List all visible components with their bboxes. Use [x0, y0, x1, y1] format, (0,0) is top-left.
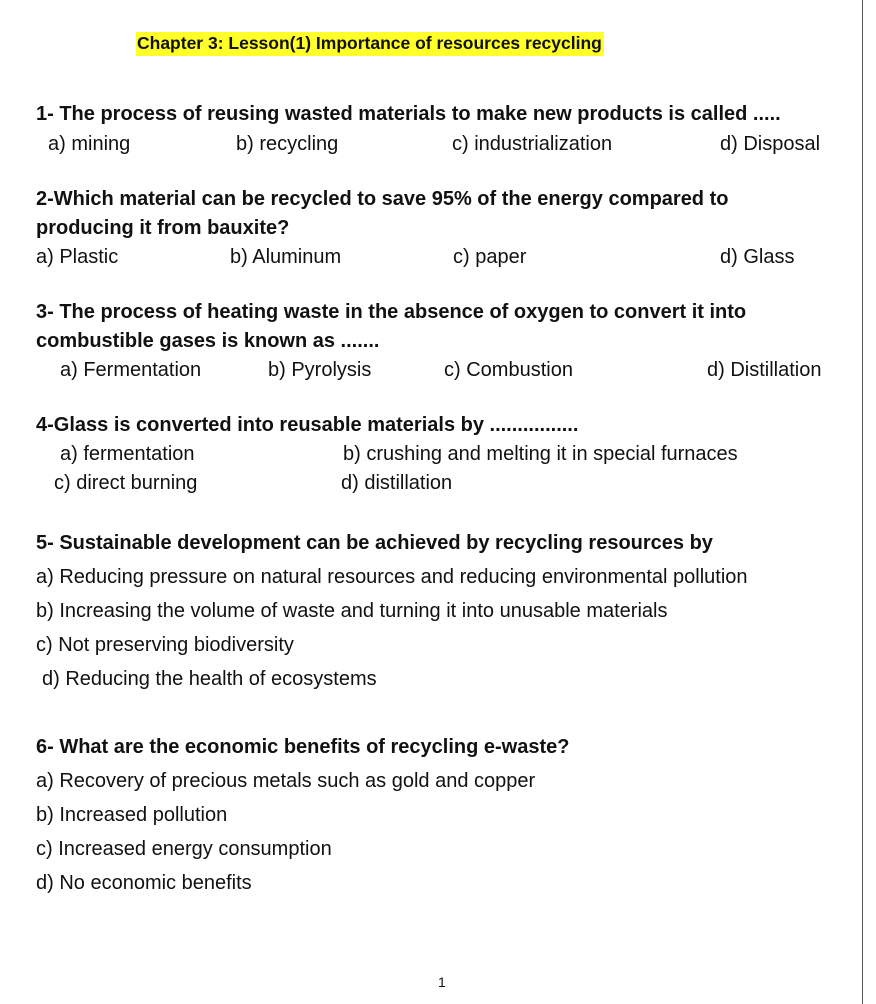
question-5-text: 5- Sustainable development can be achieved by recycling resources by: [36, 532, 713, 554]
page-title: Chapter 3: Lesson(1) Importance of resources recycling: [136, 32, 604, 56]
page-right-border: [862, 0, 863, 1004]
question-4-option-a: a) fermentation: [60, 443, 195, 465]
question-1-option-b: b) recycling: [236, 133, 339, 155]
question-3-option-b: b) Pyrolysis: [268, 359, 372, 381]
question-3-text-line-2: combustible gases is known as .......: [36, 330, 380, 352]
question-5-option-a: a) Reducing pressure on natural resources and reducing environmental pollution: [36, 566, 748, 588]
question-4-option-c: c) direct burning: [54, 472, 198, 494]
question-6-text: 6- What are the economic benefits of recycling e-waste?: [36, 736, 570, 758]
question-1-option-d: d) Disposal: [720, 133, 821, 155]
question-4-text: 4-Glass is converted into reusable materials by ................: [36, 414, 579, 436]
question-1-option-a: a) mining: [48, 133, 131, 155]
question-3-option-a: a) Fermentation: [60, 359, 202, 381]
question-3-text-line-1: 3- The process of heating waste in the absence of oxygen to convert it into: [36, 301, 747, 323]
question-6-option-b: b) Increased pollution: [36, 804, 228, 826]
question-2-option-d: d) Glass: [720, 246, 795, 268]
question-2-option-c: c) paper: [453, 246, 527, 268]
question-2-text-line-1: 2-Which material can be recycled to save 95% of the energy compared to: [36, 188, 729, 210]
question-1-text: 1- The process of reusing wasted materials to make new products is called .....: [36, 103, 781, 125]
question-6-option-c: c) Increased energy consumption: [36, 838, 332, 860]
page-number: 1: [438, 974, 446, 990]
question-4-option-b: b) crushing and melting it in special furnaces: [343, 443, 738, 465]
question-2-option-b: b) Aluminum: [230, 246, 342, 268]
question-2-text-line-2: producing it from bauxite?: [36, 217, 290, 239]
question-5-option-b: b) Increasing the volume of waste and turning it into unusable materials: [36, 600, 668, 622]
question-3-option-c: c) Combustion: [444, 359, 573, 381]
question-6-option-d: d) No economic benefits: [36, 872, 252, 894]
question-6-option-a: a) Recovery of precious metals such as gold and copper: [36, 770, 536, 792]
question-5-option-d: d) Reducing the health of ecosystems: [42, 668, 377, 690]
question-5-option-c: c) Not preserving biodiversity: [36, 634, 294, 656]
question-3-option-d: d) Distillation: [707, 359, 822, 381]
question-2-option-a: a) Plastic: [36, 246, 119, 268]
question-4-option-d: d) distillation: [341, 472, 453, 494]
question-1-option-c: c) industrialization: [452, 133, 613, 155]
